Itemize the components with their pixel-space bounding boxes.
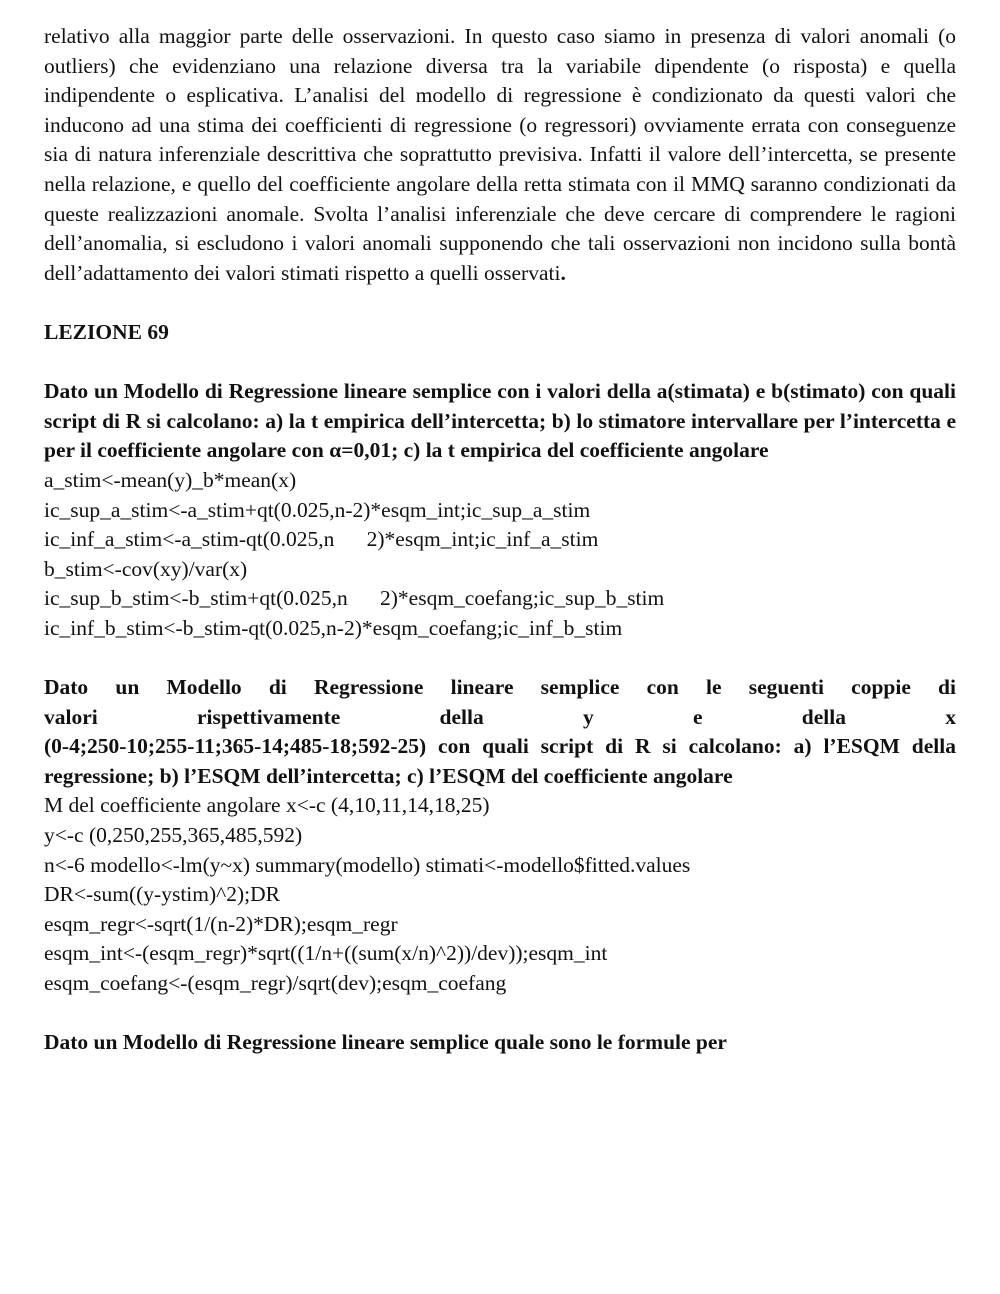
word: y (583, 704, 594, 729)
word: valori (44, 704, 98, 729)
code-line: ic_inf_b_stim<-b_stim-qt(0.025,n-2)*esqm_coefang;ic_inf_b_stim (44, 615, 623, 640)
question-2-line-1: Dato un Modello di Regressione lineare semplice con le seguenti coppie di (44, 675, 956, 700)
spacer (44, 348, 956, 378)
code-line: n<-6 modello<-lm(y~x) summary(modello) stimati<-modello$fitted.values (44, 852, 691, 877)
spacer (44, 288, 956, 318)
code-line: DR<-sum((y-ystim)^2);DR (44, 882, 281, 907)
code-block-2 (44, 791, 956, 998)
code-block-1 (44, 466, 956, 644)
intro-text: relativo alla maggior parte delle osservazioni. In questo caso siamo in presenza di valori anomali (o outliers) che evidenziano una relazione diversa tra la variabile dipendente (o risposta) e quella indipendente o esplicativa. L’analisi del modello di regressione è condizionato da questi valori che inducono ad una stima dei coefficienti di regressione (o regressori) ovviamente errata con conseguenze sia di natura inferenziale descrittiva che soprattutto previsiva. Infatti il valore dell’intercetta, se presente nella relazione, e quello del coefficiente angolare della retta stimata con il MMQ saranno condizionati da queste realizzazioni anomale. Svolta l’analisi inferenziale che deve cercare di comprendere le ragioni dell’anomalia, si escludono i valori anomali supponendo che tali osservazioni non incidono sulla bontà dell’adattamento dei valori stimati rispetto a quelli osservati (44, 24, 956, 285)
word: e (693, 704, 703, 729)
intro-paragraph (44, 22, 956, 288)
code-line: b_stim<-cov(xy)/var(x) (44, 556, 248, 581)
code-line: a_stim<-mean(y)_b*mean(x) (44, 467, 297, 492)
code-line: y<-c (0,250,255,365,485,592) (44, 823, 303, 848)
spacer (44, 999, 956, 1029)
code-line: ic_sup_a_stim<-a_stim+qt(0.025,n-2)*esqm_int;ic_sup_a_stim (44, 497, 591, 522)
document-page (44, 22, 956, 1058)
lesson-title: LEZIONE 69 (44, 319, 169, 344)
code-line: M del coefficiente angolare x<-c (4,10,11,14,18,25) (44, 793, 490, 818)
spacer (44, 643, 956, 673)
question-2-line-2 (44, 703, 956, 733)
word: della (801, 704, 846, 729)
question-1: Dato un Modello di Regressione lineare semplice con i valori della a(stimata) e b(stimato) con quali script di R si calcolano: a) la t empirica dell’intercetta; b) lo stimatore intervallare per l’intercetta e per il coefficiente angolare con α=0,01; c) la t empirica del coefficiente angolare (44, 379, 956, 463)
code-line: ic_inf_a_stim<-a_stim-qt(0.025,n 2)*esqm_int;ic_inf_a_stim (44, 527, 599, 552)
code-line: ic_sup_b_stim<-b_stim+qt(0.025,n 2)*esqm_coefang;ic_sup_b_stim (44, 586, 665, 611)
word: della (439, 704, 484, 729)
code-line: esqm_regr<-sqrt(1/(n-2)*DR);esqm_regr (44, 911, 398, 936)
intro-end-mark: . (560, 260, 566, 285)
code-line: esqm_coefang<-(esqm_regr)/sqrt(dev);esqm_coefang (44, 971, 507, 995)
question-2-rest: (0-4;250-10;255-11;365-14;485-18;592-25) con quali script di R si calcolano: a) l’ESQM della regressione; b) l’ESQM dell’intercetta; c) l’ESQM del coefficiente angolare (44, 734, 956, 788)
word: x (945, 704, 956, 729)
word: rispettivamente (197, 704, 341, 729)
code-line: esqm_int<-(esqm_regr)*sqrt((1/n+((sum(x/n)^2))/dev));esqm_int (44, 941, 608, 966)
question-2 (44, 673, 956, 791)
question-3: Dato un Modello di Regressione lineare semplice quale sono le formule per (44, 1030, 727, 1055)
